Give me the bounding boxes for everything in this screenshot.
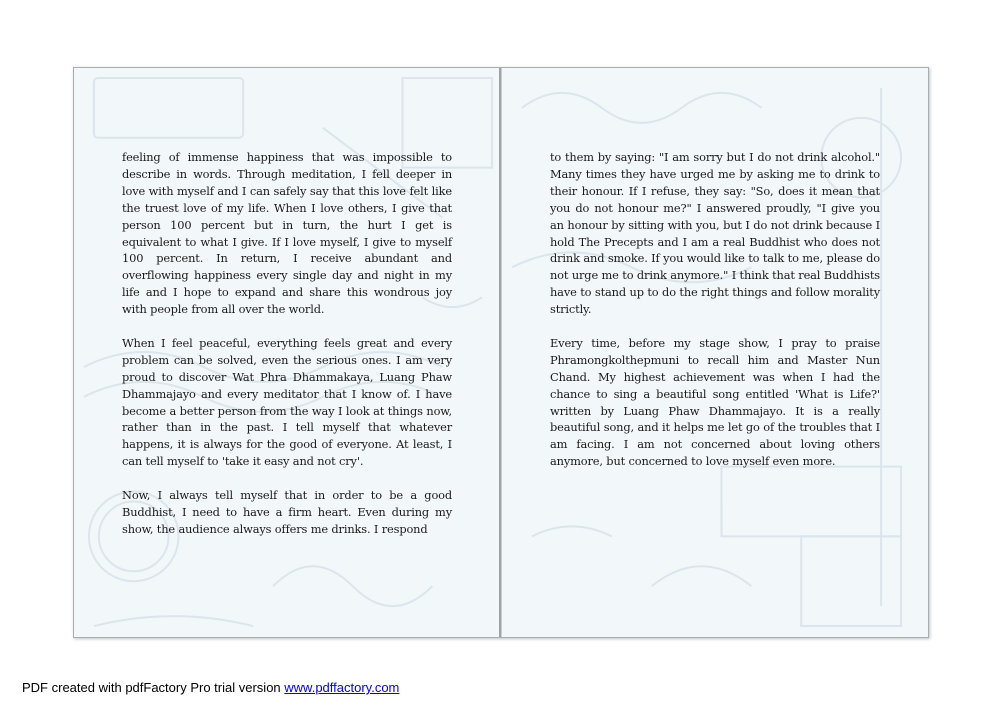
footer-text: PDF created with pdfFactory Pro trial version	[22, 680, 285, 695]
pdf-footer	[22, 680, 399, 695]
right-page-text	[550, 149, 880, 487]
paragraph: feeling of immense happiness that was impossible to describe in words. Through meditation, I fell deeper in love with myself and I can safely say that this love felt like the truest love of my life. When I love others, I give that person 100 percent but in turn, the hurt I get is equivalent to what I give. If I love myself, I give to myself 100 percent. In return, I receive abundant and overflowing happiness every single day and night in my life and I hope to expand and share this wondrous joy with people from all over the world.	[122, 150, 452, 317]
left-page-text	[122, 149, 452, 555]
paragraph: Now, I always tell myself that in order to be a good Buddhist, I need to have a firm heart. Even during my show, the audience always offers me drinks. I respond	[122, 488, 452, 536]
pdffactory-link[interactable]: www.pdffactory.com	[284, 680, 400, 695]
paragraph: When I feel peaceful, everything feels great and every problem can be solved, even the serious ones. I am very proud to discover Wat Phra Dhammakaya, Luang Phaw Dhammajayo and every meditator that I know of. I have become a better person from the way I look at things now, rather than in the past. I tell myself that whatever happens, it is always for the good of everyone. At least, I can tell myself to 'take it easy and not cry'.	[122, 335, 452, 469]
paragraph: to them by saying: "I am sorry but I do not drink alcohol." Many times they have urged me by asking me to drink to their honour. If I refuse, they say: "So, does it mean that you do not honour me?" I answered proudly, "I give you an honour by sitting with you, but I do not drink because I hold The Precepts and I am a real Buddhist who does not drink and smoke. If you would like to talk to me, please do not urge me to drink anymore." I think that real Buddhists have to stand up to do the right things and follow morality strictly.	[550, 150, 880, 317]
book-spread	[73, 67, 929, 638]
right-page	[501, 68, 928, 637]
left-page	[74, 68, 501, 637]
paragraph: Every time, before my stage show, I pray to praise Phramongkolthepmuni to recall him and Master Nun Chand. My highest achievement was when I had the chance to sing a beautiful song entitled 'What is Life?' written by Luang Phaw Dhammajayo. It is a really beautiful song, and it helps me let go of the troubles that I am facing. I am not concerned about loving others anymore, but concerned to love myself even more.	[550, 335, 880, 469]
